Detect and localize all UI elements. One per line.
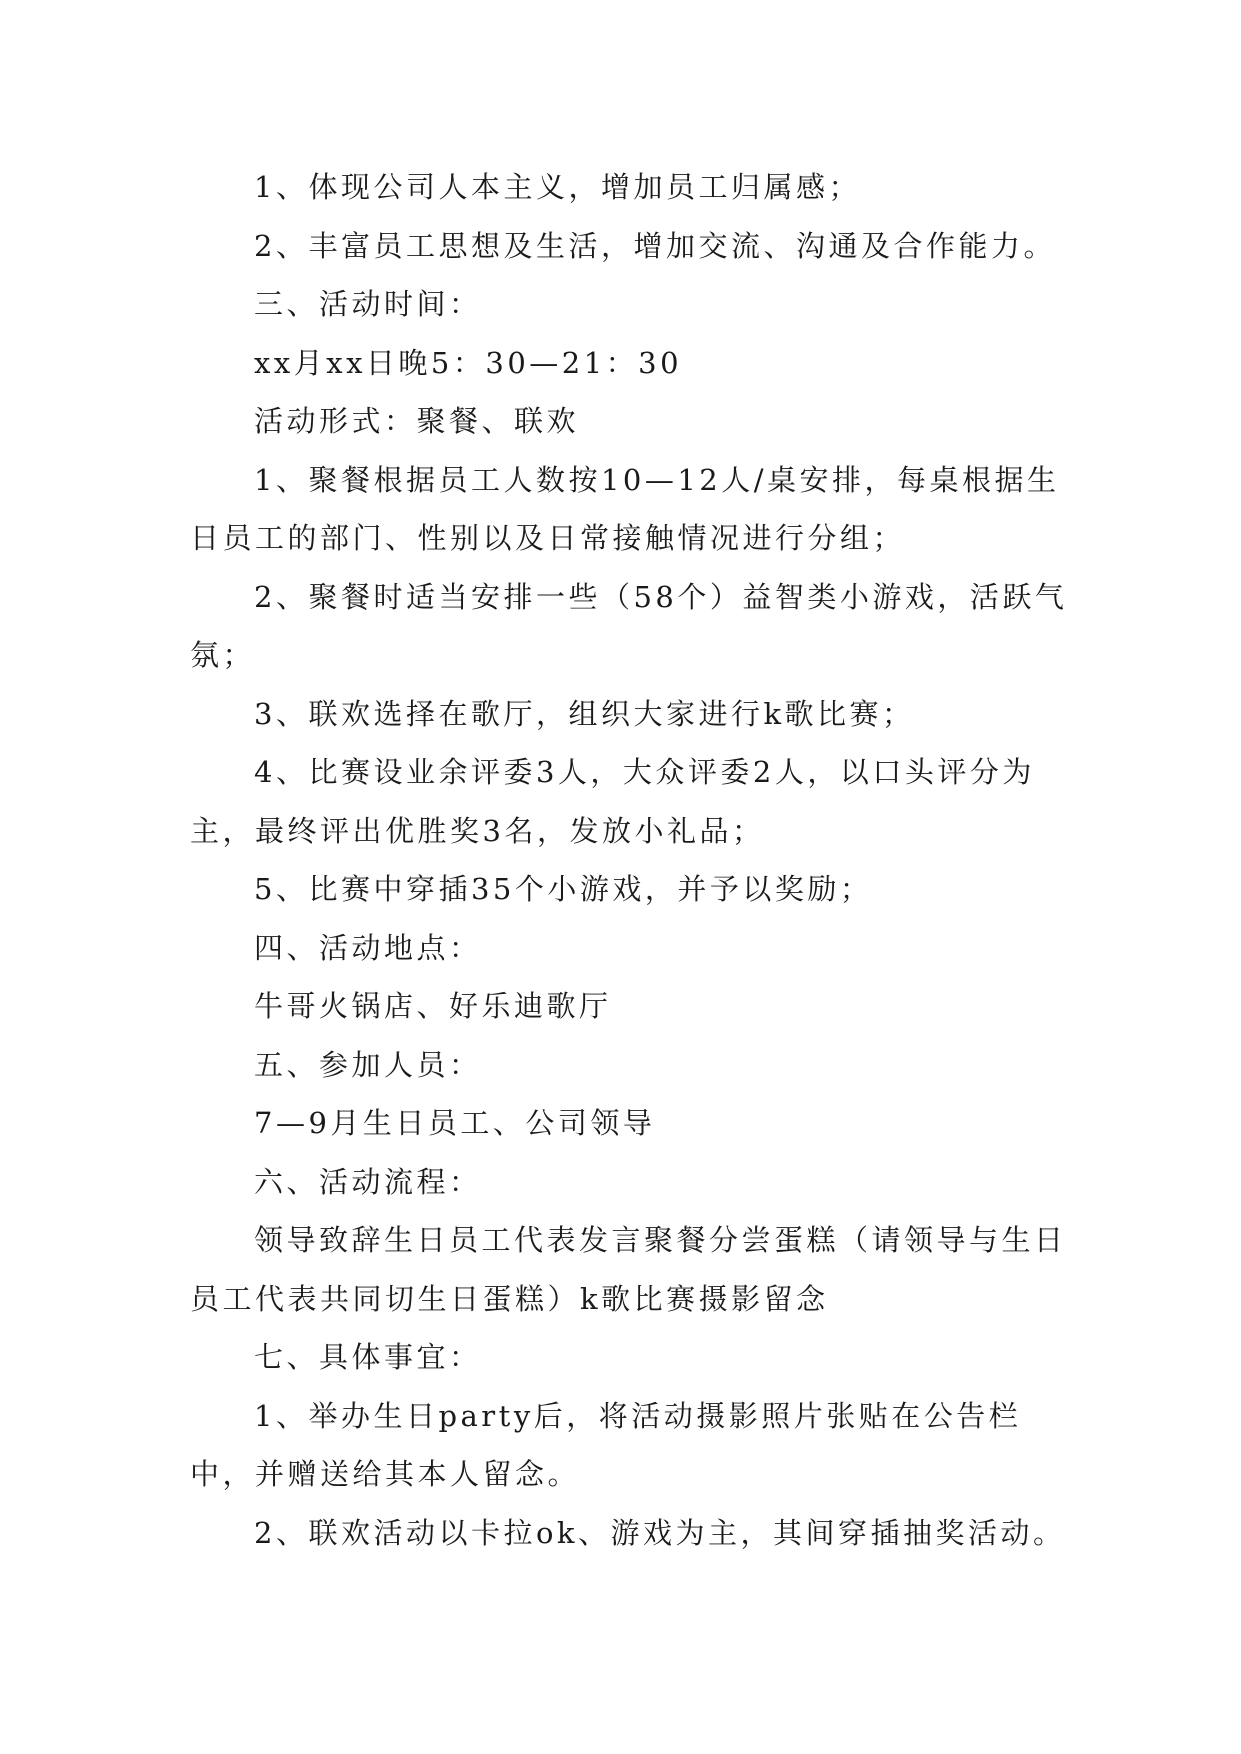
paragraph-form-3: 3、联欢选择在歌厅，组织大家进行k歌比赛； — [254, 696, 915, 731]
section-heading-details: 七、具体事宜： — [254, 1340, 482, 1374]
paragraph-form-4: 4、比赛设业余评委3人，大众评委2人，以口头评分为主，最终评出优胜奖3名，发放小礼品； — [190, 755, 1035, 848]
paragraph-form-5: 5、比赛中穿插35个小游戏，并予以奖励； — [254, 872, 873, 906]
section-heading-time: 三、活动时间： — [254, 287, 482, 321]
section-heading-location: 四、活动地点： — [254, 930, 482, 965]
paragraph-goal-2: 2、丰富员工思想及生活，增加交流、沟通及合作能力。 — [254, 228, 1056, 263]
paragraph-location-value: 牛哥火锅店、好乐迪歌厅 — [254, 989, 612, 1023]
paragraph-activity-form: 活动形式：聚餐、联欢 — [254, 404, 580, 438]
section-heading-participants: 五、参加人员： — [254, 1047, 482, 1082]
paragraph-details-1: 1、举办生日party后，将活动摄影照片张贴在公告栏中，并赠送给其本人留念。 — [190, 1398, 1022, 1491]
paragraph-details-2: 2、联欢活动以卡拉ok、游戏为主，其间穿插抽奖活动。 — [254, 1515, 1066, 1550]
paragraph-participants-value: 7—9月生日员工、公司领导 — [254, 1106, 656, 1140]
paragraph-goal-1: 1、体现公司人本主义，增加员工归属感； — [254, 170, 861, 204]
paragraph-process-value: 领导致辞生日员工代表发言聚餐分尝蛋糕（请领导与生日员工代表共同切生日蛋糕）k歌比赛摄影留念 — [190, 1223, 1067, 1316]
section-heading-process: 六、活动流程： — [254, 1164, 482, 1199]
paragraph-form-1: 1、聚餐根据员工人数按10—12人/桌安排，每桌根据生日员工的部门、性别以及日常接触情况进行分组； — [190, 462, 1060, 555]
paragraph-time-value: xx月xx日晚5：30—21：30 — [254, 345, 683, 380]
paragraph-form-2: 2、聚餐时适当安排一些（58个）益智类小游戏，活跃气氛； — [190, 579, 1068, 672]
document-body — [190, 158, 1070, 1562]
